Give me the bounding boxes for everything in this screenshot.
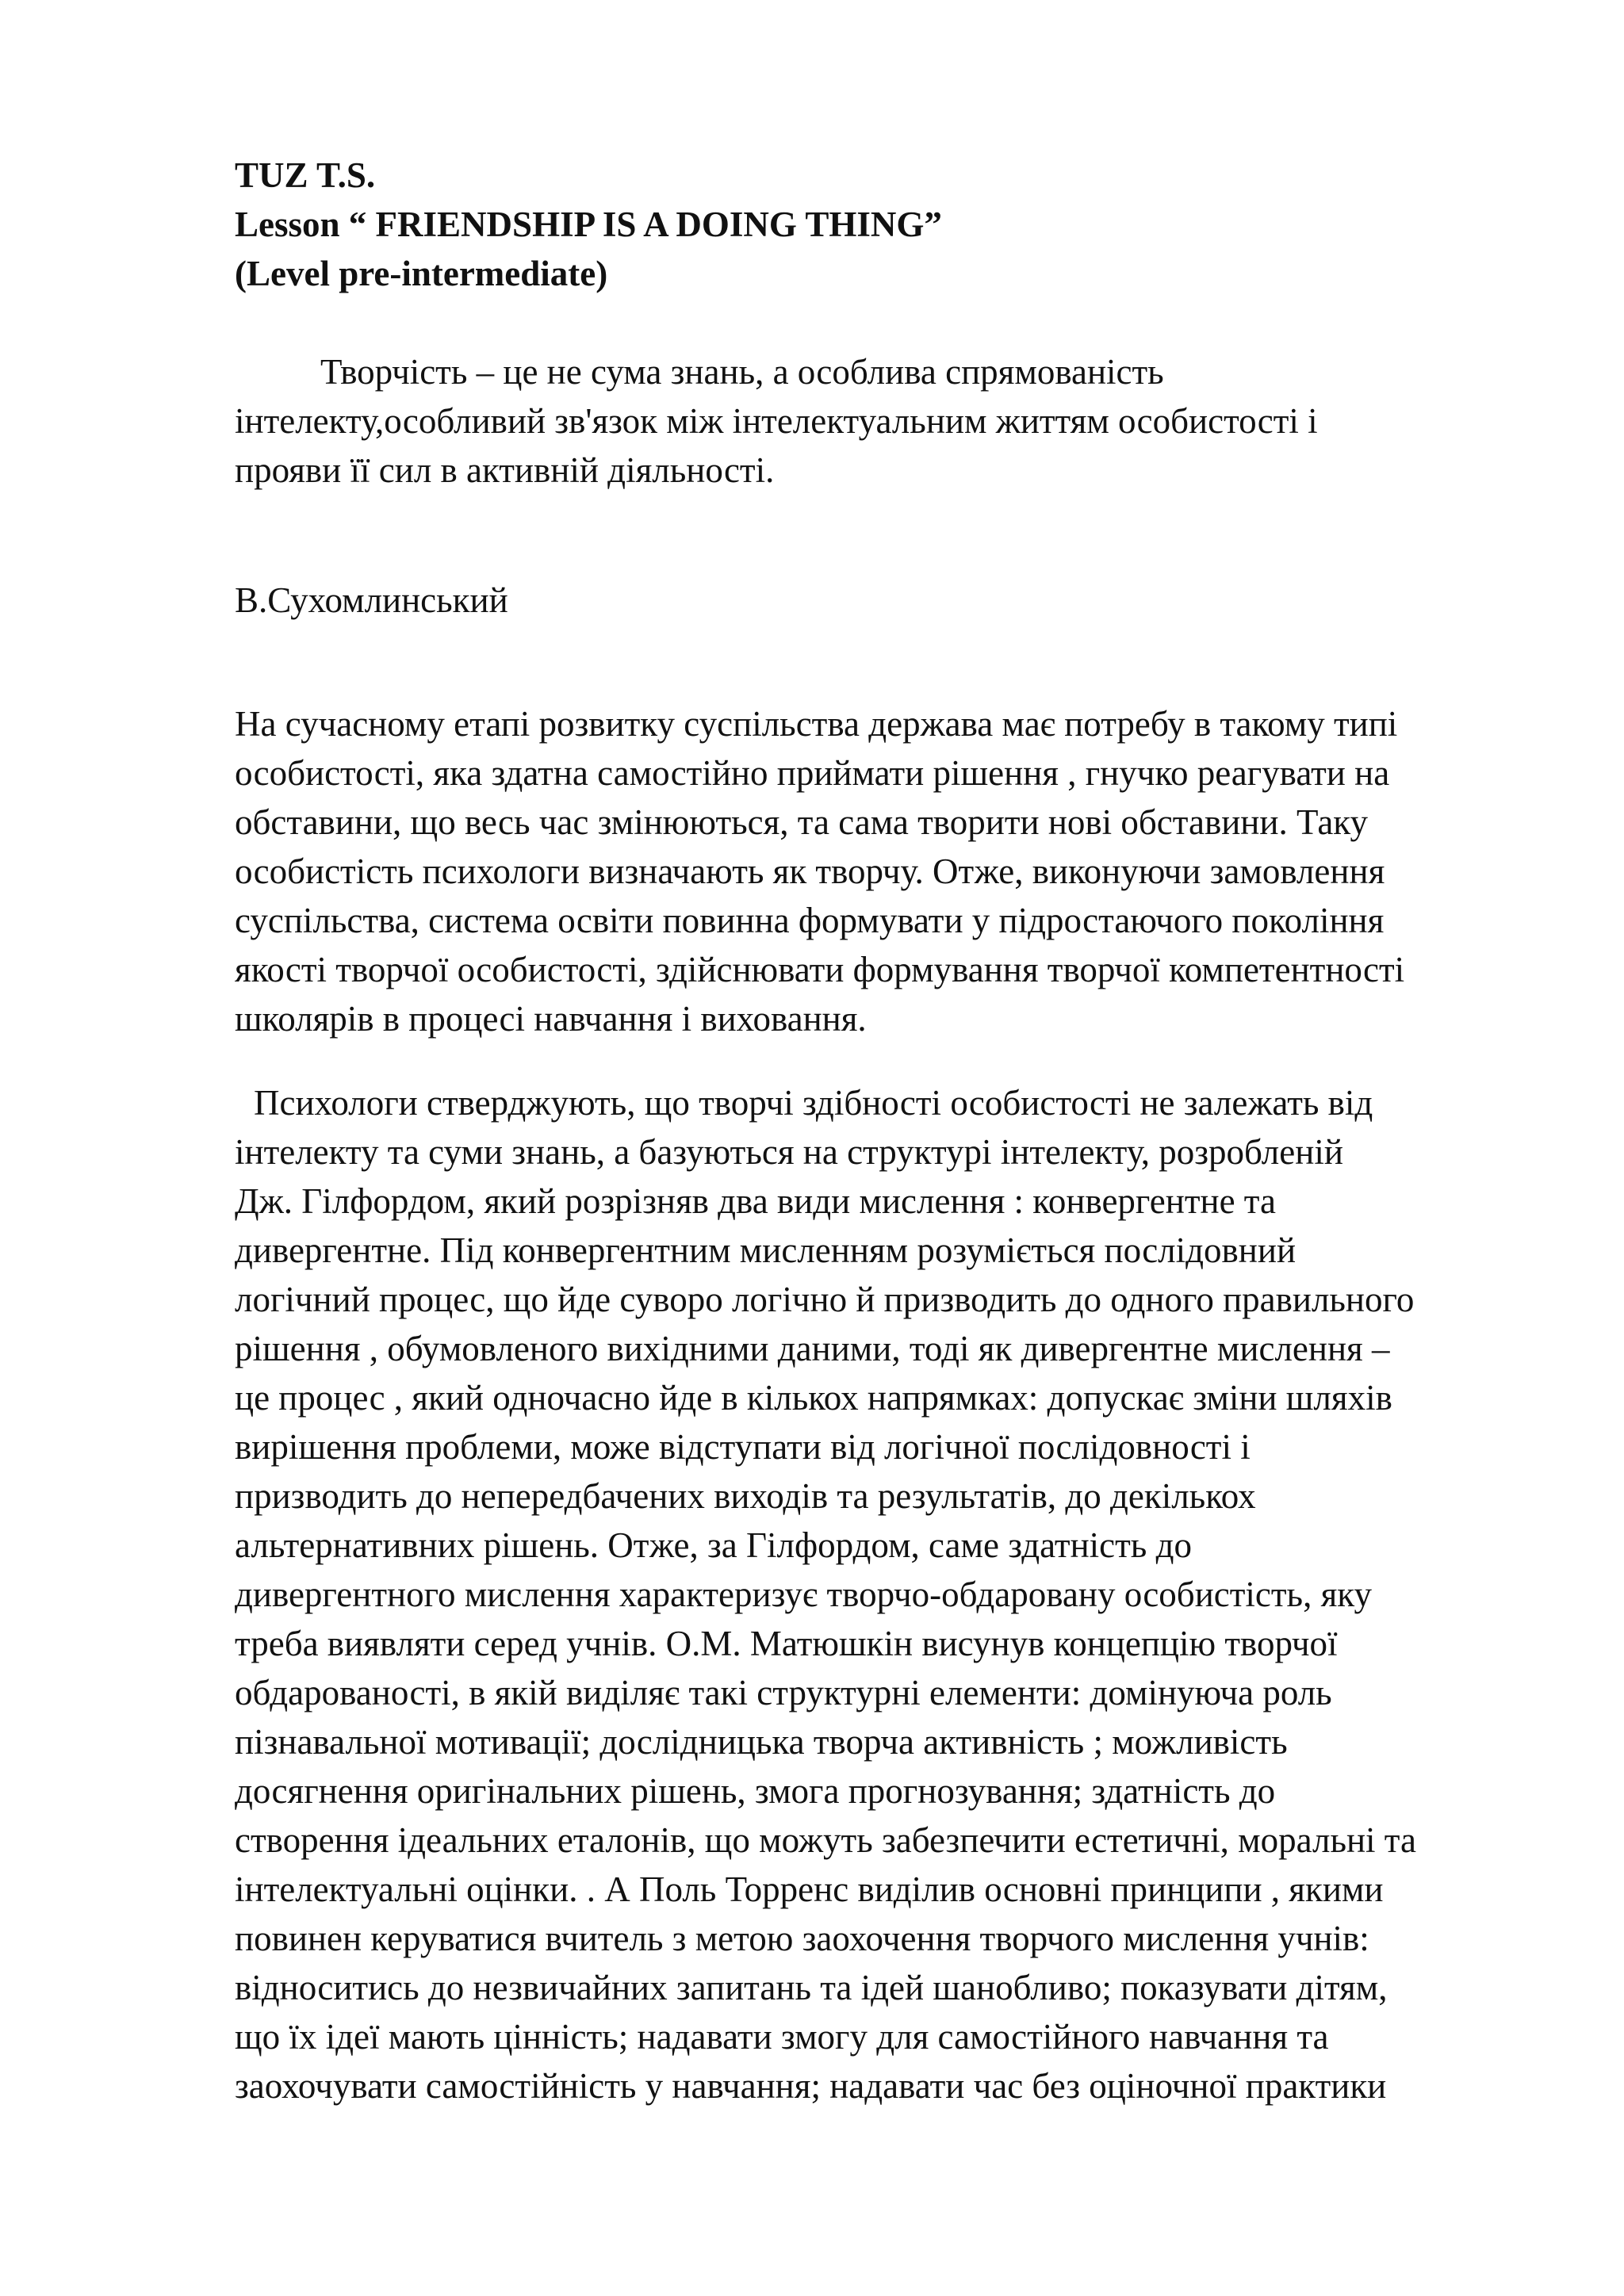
paragraph-line: особистість психологи визначають як творчу. Отже, виконуючи замовлення [235,851,1385,891]
paragraph-line: альтернативних рішень. Отже, за Гілфордом, саме здатність до [235,1525,1192,1565]
paragraph-line: відноситись до незвичайних запитань та ідей шанобливо; показувати дітям, [235,1968,1388,2007]
paragraph-1 [235,699,1519,1043]
paragraph-line: створення ідеальних еталонів, що можуть забезпечити естетичні, моральні та [235,1820,1416,1860]
paragraph-line: повинен керуватися вчитель з метою заохочення творчого мислення учнів: [235,1919,1369,1958]
paragraph-line: дивергентного мислення характеризує творчо-обдаровану особистість, яку [235,1575,1373,1614]
paragraph-line: що їх ідеї мають цінність; надавати змогу для самостійного навчання та [235,2017,1329,2057]
epigraph-line: інтелекту,особливий зв'язок між інтелектуальним життям особистості і [235,401,1318,441]
paragraph-line: школярів в процесі навчання і виховання. [235,999,867,1039]
paragraph-line: Дж. Гілфордом, який розрізняв два види мислення : конвергентне та [235,1181,1276,1221]
paragraph-line: обставини, що весь час змінюються, та сама творити нові обставини. Таку [235,802,1369,842]
paragraph-line: вирішення проблеми, може відступати від логічної послідовності і [235,1427,1251,1467]
document-heading [235,151,1503,298]
paragraph-line: Психологи стверджують, що творчі здібності особистості не залежать від [254,1083,1373,1123]
paragraph-line: особистості, яка здатна самостійно приймати рішення , гнучко реагувати на [235,753,1390,793]
paragraph-line: це процес , який одночасно йде в кількох напрямках: допускає зміни шляхів [235,1378,1392,1418]
paragraph-line: треба виявляти серед учнів. О.М. Матюшкін висунув концепцію творчої [235,1624,1338,1663]
paragraph-line: інтелектуальні оцінки. . А Поль Торренс виділив основні принципи , якими [235,1869,1384,1909]
paragraph-line: призводить до непередбачених виходів та результатів, до декількох [235,1476,1256,1516]
lesson-title: Lesson “ FRIENDSHIP IS A DOING THING” [235,205,942,244]
paragraph-line: заохочувати самостійність у навчання; надавати час без оціночної практики [235,2066,1387,2106]
epigraph-author: В.Сухомлинський [235,580,508,620]
paragraph-line: дивергентне. Під конвергентним мисленням розуміється послідовний [235,1230,1297,1270]
paragraph-line: інтелекту та суми знань, а базуються на структурі інтелекту, розробленій [235,1132,1343,1172]
author-name: TUZ T.S. [235,155,376,195]
paragraph-line: пізнавальної мотивації; дослідницька творча активність ; можливість [235,1722,1288,1762]
paragraph-2 [235,1078,1535,2110]
paragraph-line: суспільства, система освіти повинна формувати у підростаючого покоління [235,901,1385,940]
lesson-level: (Level pre-intermediate) [235,254,608,293]
paragraph-line: якості творчої особистості, здійснювати формування творчої компетентності [235,950,1405,989]
paragraph-line: рішення , обумовленого вихідними даними, тоді як дивергентне мислення – [235,1329,1390,1368]
paragraph-line: логічний процес, що йде суворо логічно й призводить до одного правильного [235,1280,1415,1319]
epigraph [235,347,1519,495]
paragraph-line: обдарованості, в якій виділяє такі структурні елементи: домінуюча роль [235,1673,1332,1712]
epigraph-line: прояви її сил в активній діяльності. [235,450,775,490]
epigraph-line: Творчість – це не сума знань, а особлива спрямованість [320,352,1164,392]
paragraph-line: досягнення оригінальних рішень, змога прогнозування; здатність до [235,1771,1276,1811]
paragraph-line: На сучасному етапі розвитку суспільства держава має потребу в такому типі [235,704,1398,744]
